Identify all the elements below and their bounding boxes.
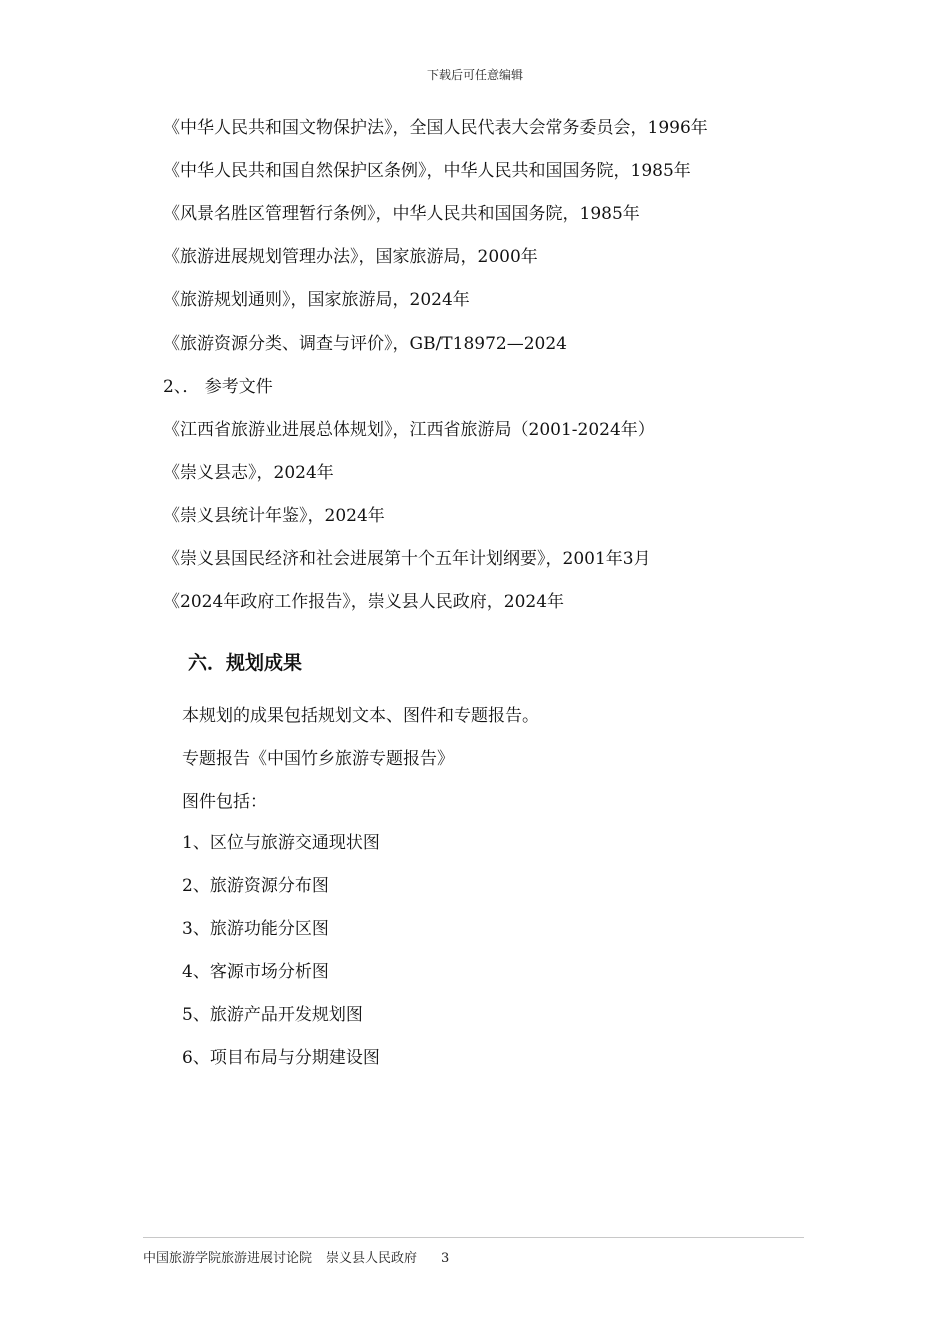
law-item: 《风景名胜区管理暂行条例》，中华人民共和国国务院，1985年 [163, 204, 640, 224]
references-heading: 2、． 参考文件 [163, 377, 273, 397]
section-title: 六．规划成果 [188, 652, 303, 674]
reference-item: 《崇义县统计年鉴》，2024年 [163, 506, 385, 526]
map-list-item: 1、区位与旅游交通现状图 [182, 833, 380, 853]
footer-divider [143, 1237, 804, 1238]
section-intro: 本规划的成果包括规划文本、图件和专题报告。 [182, 706, 539, 726]
law-item: 《中华人民共和国文物保护法》，全国人民代表大会常务委员会，1996年 [163, 118, 708, 138]
maps-label: 图件包括： [182, 792, 267, 812]
page-footer [143, 1247, 449, 1266]
reference-item: 《2024年政府工作报告》，崇义县人民政府，2024年 [163, 592, 565, 612]
reference-item: 《崇义县志》，2024年 [163, 463, 334, 483]
reference-item: 《江西省旅游业进展总体规划》，江西省旅游局（2001-2024年） [163, 420, 655, 440]
law-item: 《中华人民共和国自然保护区条例》，中华人民共和国国务院，1985年 [163, 161, 691, 181]
page-number: 3 [441, 1251, 450, 1266]
map-list-item: 3、旅游功能分区图 [182, 919, 329, 939]
law-item: 《旅游规划通则》，国家旅游局，2024年 [163, 290, 470, 310]
reference-item: 《崇义县国民经济和社会进展第十个五年计划纲要》，2001年3月 [163, 549, 651, 569]
map-list-item: 5、旅游产品开发规划图 [182, 1005, 363, 1025]
map-list-item: 2、旅游资源分布图 [182, 876, 329, 896]
special-report-line: 专题报告《中国竹乡旅游专题报告》 [182, 749, 454, 769]
law-item: 《旅游进展规划管理办法》，国家旅游局，2000年 [163, 247, 538, 267]
map-list-item: 4、客源市场分析图 [182, 962, 329, 982]
law-item: 《旅游资源分类、调查与评价》，GB/T18972—2024 [163, 334, 567, 354]
footer-organization: 中国旅游学院旅游进展讨论院 [143, 1251, 313, 1266]
page-header-note: 下载后可任意编辑 [426, 68, 523, 82]
footer-government: 崇义县人民政府 [326, 1251, 418, 1266]
map-list-item: 6、项目布局与分期建设图 [182, 1048, 380, 1068]
